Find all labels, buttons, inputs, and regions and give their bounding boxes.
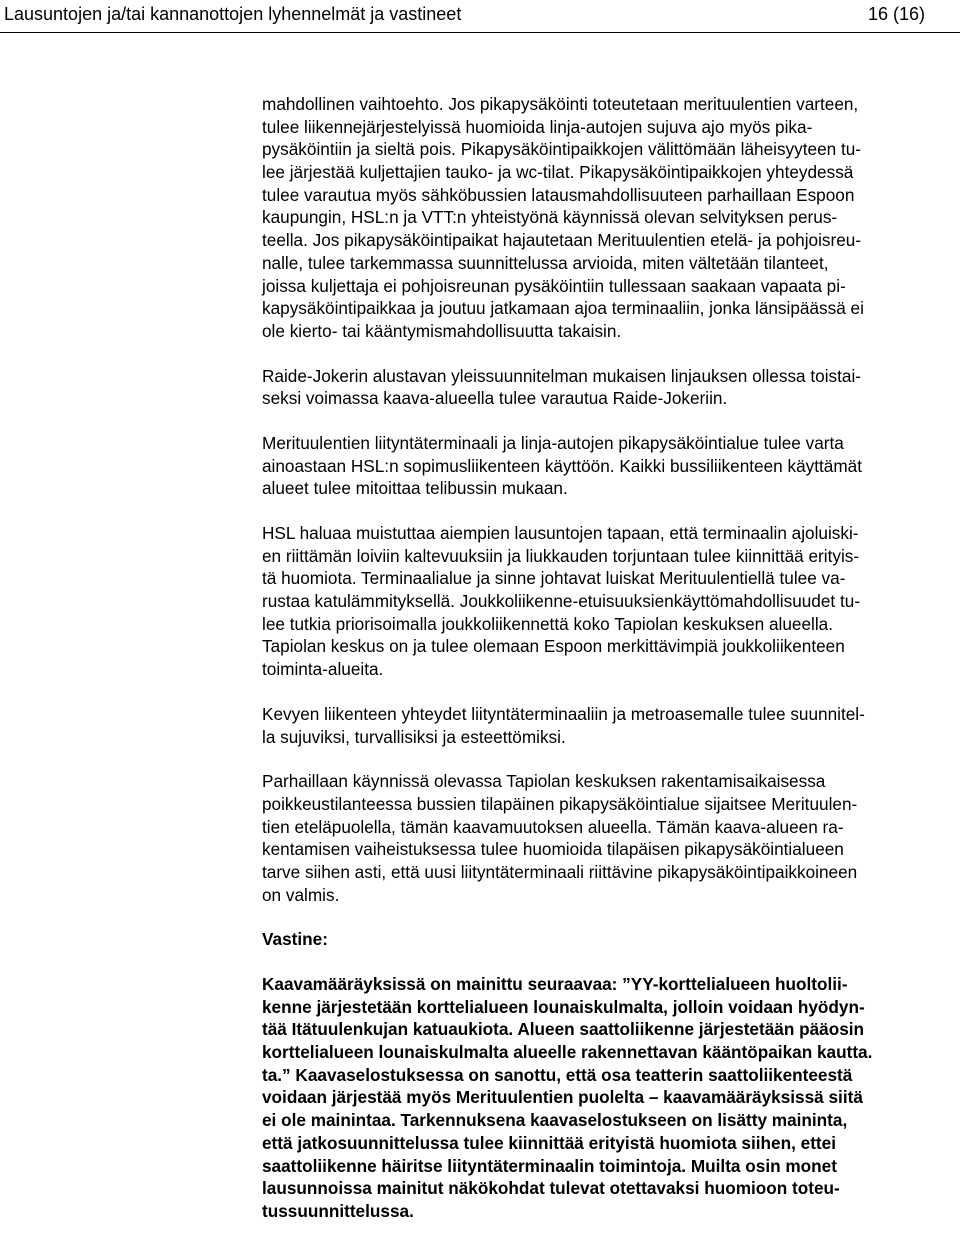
text-line: toiminta-alueita. — [262, 659, 384, 680]
text-line: että jatkosuunnittelussa tulee kiinnittää erityistä huomiota siihen, ettei — [262, 1132, 836, 1153]
text-line: tussuunnittelussa. — [262, 1200, 414, 1221]
text-line: nalle, tulee tarkemmassa suunnittelussa arvioida, miten vältetään tilanteet, — [262, 252, 829, 273]
text-line: tulee varautua myös sähköbussien latausmahdollisuuteen parhaillaan Espoon — [262, 184, 855, 205]
text-line: Kaavamääräyksissä on mainittu seuraavaa: ”YY-korttelialueen huoltolii- — [262, 974, 848, 994]
page-header — [0, 0, 960, 32]
text-line: kaupungin, HSL:n ja VTT:n yhteistyönä käynnissä olevan selvityksen perus- — [262, 207, 838, 228]
page-number: 16 (16) — [868, 4, 926, 24]
text-line: tien eteläpuolella, tämän kaavamuutoksen alueella. Tämän kaava-alueen ra- — [262, 816, 844, 837]
paragraph-hsl-muistutus — [262, 522, 958, 681]
text-line: tää Itätuulenkujan katuaukiota. Alueen saattoliikenne järjestetään pääosin — [262, 1019, 865, 1040]
text-line: la sujuviksi, turvallisiksi ja esteettömiksi. — [262, 726, 566, 747]
text-line: en riittämän loiviin kaltevuuksiin ja liukkauden torjuntaan tulee kiinnittää erityis- — [262, 545, 860, 566]
text-line: rustaa katulämmityksellä. Joukkoliikenne-etuisuuksienkäyttömahdollisuudet tu- — [262, 591, 861, 612]
text-line: poikkeustilanteessa bussien tilapäinen pikapysäköintialue sijaitsee Merituulen- — [262, 793, 858, 814]
text-line: lee tutkia priorisoimalla joukkoliikennettä koko Tapiolan keskuksen alueella. — [262, 613, 834, 634]
text-line: Merituulentien liityntäterminaali ja linja-autojen pikapysäköintialue tulee varta — [262, 432, 844, 453]
text-line: tulee liikennejärjestelyissä huomioida linja-autojen sujuva ajo myös pika- — [262, 116, 813, 137]
text-line: kapysäköintipaikkaa ja joutuu jatkamaan ajoa terminaaliin, jonka länsipäässä ei — [262, 298, 864, 319]
text-line: korttelialueen lounaiskulmalta alueelle rakennettavan kääntöpaikan kautta. — [262, 1042, 873, 1063]
text-line: tarve siihen asti, että uusi liityntäterminaali riittävine pikapysäköintipaikkoineen — [262, 861, 858, 882]
text-line: teella. Jos pikapysäköintipaikat hajautetaan Merituulentien etelä- ja pohjoisreu- — [262, 230, 862, 251]
text-line: ta.” Kaavaselostuksessa on sanottu, että osa teatterin saattoliikenteestä — [262, 1064, 853, 1085]
text-line: ei ole mainintaa. Tarkennuksena kaavaselostukseen on lisätty maininta, — [262, 1110, 848, 1131]
text-line: mahdollinen vaihtoehto. Jos pikapysäköinti toteutetaan merituulentien varteen, — [262, 94, 859, 114]
vastine-heading-block — [262, 928, 958, 951]
vastine-heading: Vastine: — [262, 929, 328, 950]
text-line: joissa kuljettaja ei pohjoisreunan pysäköintiin tullessaan saakaan vapaata pi- — [262, 275, 846, 296]
text-line: saattoliikenne häiritse liityntäterminaalin toimintoja. Muilta osin monet — [262, 1155, 837, 1176]
paragraph-raide-jokeri — [262, 365, 958, 410]
paragraph-pikapysakointi — [262, 93, 958, 343]
header-divider — [0, 32, 960, 33]
document-title: Lausuntojen ja/tai kannanottojen lyhennelmät ja vastineet — [4, 4, 462, 24]
text-line: Kevyen liikenteen yhteydet liityntäterminaaliin ja metroasemalle tulee suunnitel- — [262, 703, 865, 724]
text-line: on valmis. — [262, 884, 340, 905]
text-line: seksi voimassa kaava-alueella tulee varautua Raide-Jokeriin. — [262, 388, 728, 409]
text-line: tä huomiota. Terminaalialue ja sinne johtavat luiskat Merituulentiellä tulee va- — [262, 568, 846, 589]
document-body — [262, 93, 958, 1223]
text-line: kenne järjestetään korttelialueen lounaiskulmalta, jolloin voidaan hyödyn- — [262, 996, 865, 1017]
text-line: ole kierto- tai kääntymismahdollisuutta takaisin. — [262, 320, 622, 341]
vastine-paragraph — [262, 973, 958, 1223]
text-line: ainoastaan HSL:n sopimusliikenteen käyttöön. Kaikki bussiliikenteen käyttämät — [262, 455, 862, 476]
paragraph-kevyt-liikenne — [262, 703, 958, 748]
paragraph-tilapainen-alue — [262, 770, 958, 906]
paragraph-liityntaterminaali — [262, 432, 958, 500]
text-line: voidaan järjestää myös Merituulentien puolelta – kaavamääräyksissä siitä — [262, 1087, 863, 1108]
text-line: HSL haluaa muistuttaa aiempien lausuntojen tapaan, että terminaalin ajoluiski- — [262, 523, 859, 543]
text-line: Raide-Jokerin alustavan yleissuunnitelman mukaisen linjauksen ollessa toistai- — [262, 365, 862, 386]
text-line: lausunnoissa mainitut näkökohdat tulevat otettavaksi huomioon toteu- — [262, 1178, 840, 1199]
text-line: lee järjestää kuljettajien tauko- ja wc-tilat. Pikapysäköintipaikkojen yhteydessä — [262, 162, 854, 183]
text-line: Tapiolan keskus on ja tulee olemaan Espoon merkittävimpiä joukkoliikenteen — [262, 636, 845, 657]
text-line: pysäköintiin ja sieltä pois. Pikapysäköintipaikkojen välittömään läheisyyteen tu- — [262, 139, 862, 160]
text-line: alueet tulee mitoittaa telibussin mukaan. — [262, 478, 568, 499]
text-line: kentamisen vaiheistuksessa tulee huomioida tilapäisen pikapysäköintialueen — [262, 839, 844, 860]
text-line: Parhaillaan käynnissä olevassa Tapiolan keskuksen rakentamisaikaisessa — [262, 771, 826, 792]
